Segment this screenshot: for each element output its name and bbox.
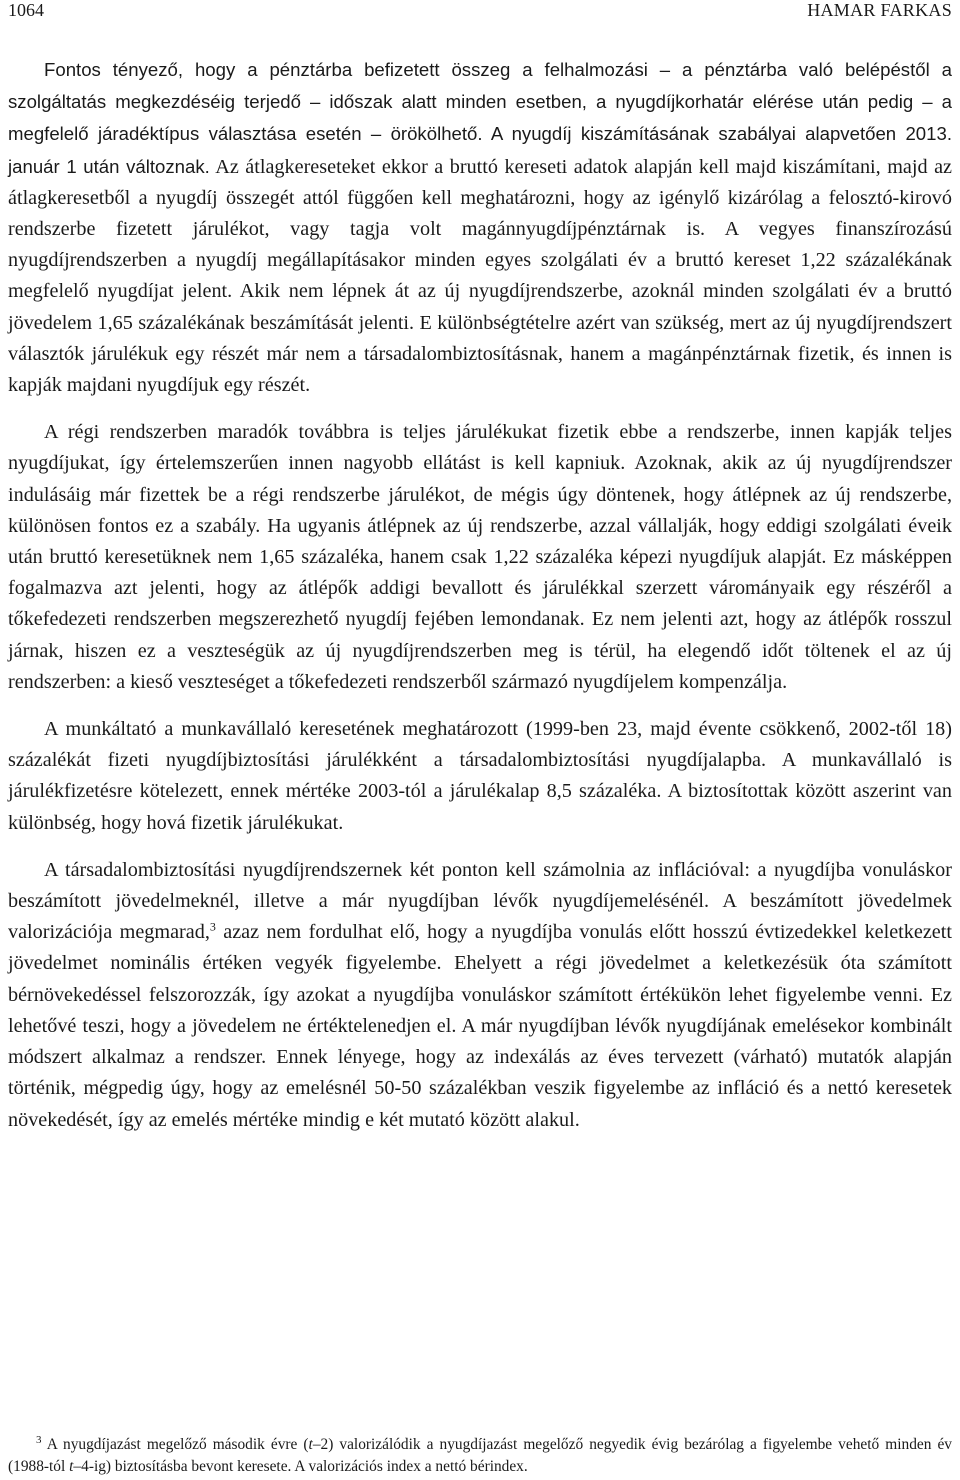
page-number: 1064 (8, 0, 44, 20)
footnote-text-a: A nyugdíjazást megelőző második évre ( (41, 1436, 309, 1453)
footnotes (8, 1434, 952, 1478)
paragraph-1-sans-part: Fontos tényező, hogy a pénztárba befizetett összeg a felhalmozási – a pénztárba való belépéstől a szolgáltatás megkezdéséig terjedő – időszak alatt minden esetben, a nyugdíjkorhatár elérése után pedig – a megfelelő járadéktípus választása esetén – örökölhető. A nyugdíj kiszámításának szabályai alapvetően 2013. január 1 után változnak. (8, 59, 952, 177)
paragraph-3: A munkáltató a munkavállaló keresetének meghatározott (1999-ben 23, majd évente csökkenő, 2002-től 18) százalékát fizeti nyugdíjbiztosítási járulékként a társadalombiztosítási nyugdíjalapba. A munkavállaló is járulékfizetésre kötelezett, ennek mértéke 2003-tól a járulékalap 8,5 százaléka. A biztosítottak között aszerint van különbség, hogy hová fizetik járulékukat. (8, 718, 952, 834)
footnote-reference[interactable]: 3 (209, 919, 216, 934)
paragraph-4 (8, 855, 952, 1136)
paragraph-1 (8, 54, 952, 401)
footnote-text-c: –2) valorizálódik a nyugdíjazást megelőző negyedik évig bezárólag a figyelembe vehető minden év (1988-tól (8, 1436, 952, 1475)
footnote-text-e: –4-ig) biztosításba bevont keresete. A valorizációs index a nettó bérindex. (73, 1458, 528, 1475)
body-text (8, 54, 952, 1152)
page-header (8, 0, 952, 20)
running-title: HAMAR FARKAS (807, 0, 952, 20)
paragraph-4-text-a: A társadalombiztosítási nyugdíjrendszernek két ponton kell számolnia az inflációval: a nyugdíjba vonuláskor beszámított jövedelmeknél, illetve a már nyugdíjban lévők nyugdíjemelésénél. A beszámított jövedelmek valorizációja megmarad, (8, 858, 952, 944)
footnote-var-t-1: t (308, 1436, 313, 1453)
footnote-var-t-2: t (69, 1458, 74, 1475)
paragraph-4-text-b: azaz nem fordulhat elő, hogy a nyugdíjba vonulás előtt hosszú évtizedekkel keletkezett jövedelmet nominális értéken vegyék figyelembe. Ehelyett a régi jövedelmet a keletkezésük óta számított bérnövekedéssel felszorozzák, így azokat a nyugdíjba vonuláskor számított értékükön lehet figyelembe venni. Ez lehetővé teszi, hogy a jövedelem ne értéktelenedjen el. A már nyugdíjban lévők nyugdíjának emelésekor kombinált módszert alkalmaz a rendszer. Ennek lényege, hogy az indexálás az éves tervezett (várható) mutatók alapján történik, mégpedig úgy, hogy az emelésnél 50-50 százalékban veszik figyelembe az infláció és a nettó keresetek növekedését, így az emelés mértéke mindig e két mutató között alakul. (8, 921, 952, 1131)
footnote-3 (8, 1434, 952, 1478)
paragraph-2: A régi rendszerben maradók továbbra is teljes járulékukat fizetik ebbe a rendszerbe, innen kapják teljes nyugdíjukat, így értelemszerűen innen nagyobb ellátást is kell kapniuk. Azoknak, akik az új nyugdíjrendszer indulásáig már fizettek be a régi rendszerbe járulékot, de mégis úgy döntenek, hogy átlépnek az új rendszerbe, különösen fontos ez a szabály. Ha ugyanis átlépnek az új rendszerbe, azzal vállalják, hogy eddigi szolgálati éveik után bruttó keresetüknek nem 1,65 százaléka, hanem csak 1,22 százaléka képezi nyugdíjuk alapját. Ez másképpen fogalmazva azt jelenti, hogy az átlépők addigi bevallott és járulékkal szerzett várományaik egy részéről a tőkefedezeti rendszerben megszerezhető nyugdíj fejében lemondanak. Ez nem jelenti azt, hogy az átlépők rosszul járnak, hiszen ez a veszteségük az új nyugdíjrendszerben meg is térül, ha elegendő időt töltenek el az új rendszerben: a kieső veszteséget a tőkefedezeti rendszerből származó nyugdíjelem kompenzálja. (8, 421, 952, 693)
footnote-number: 3 (36, 1433, 42, 1446)
paragraph-1-serif-part: Az átlagkereseteket ekkor a bruttó kereseti adatok alapján kell majd kiszámítani, majd az átlagkeresetből a nyugdíj összegét attól függően kell meghatározni, hogy az igénylő kizárólag a felosztó-kirovó rendszerbe fizetett járulékot, vagy tagja volt magánnyugdíjpénztárnak is. A vegyes finanszírozású nyugdíjrendszerben a nyugdíj megállapításakor minden egyes szolgálati év a bruttó kereset 1,22 százalékának megfelelő nyugdíjat jelent. Akik nem lépnek át az új nyugdíjrendszerbe, azoknál minden szolgálati év a bruttó jövedelem 1,65 százalékának beszámítását jelenti. E különbségtételre azért van szükség, mert az új nyugdíjrendszert választók járulékuk egy részét már nem a társadalombiztosításnak, hanem a magánpénztárnak fizetik, és innen is kapják majdani nyugdíjuk egy részét. (8, 155, 953, 397)
